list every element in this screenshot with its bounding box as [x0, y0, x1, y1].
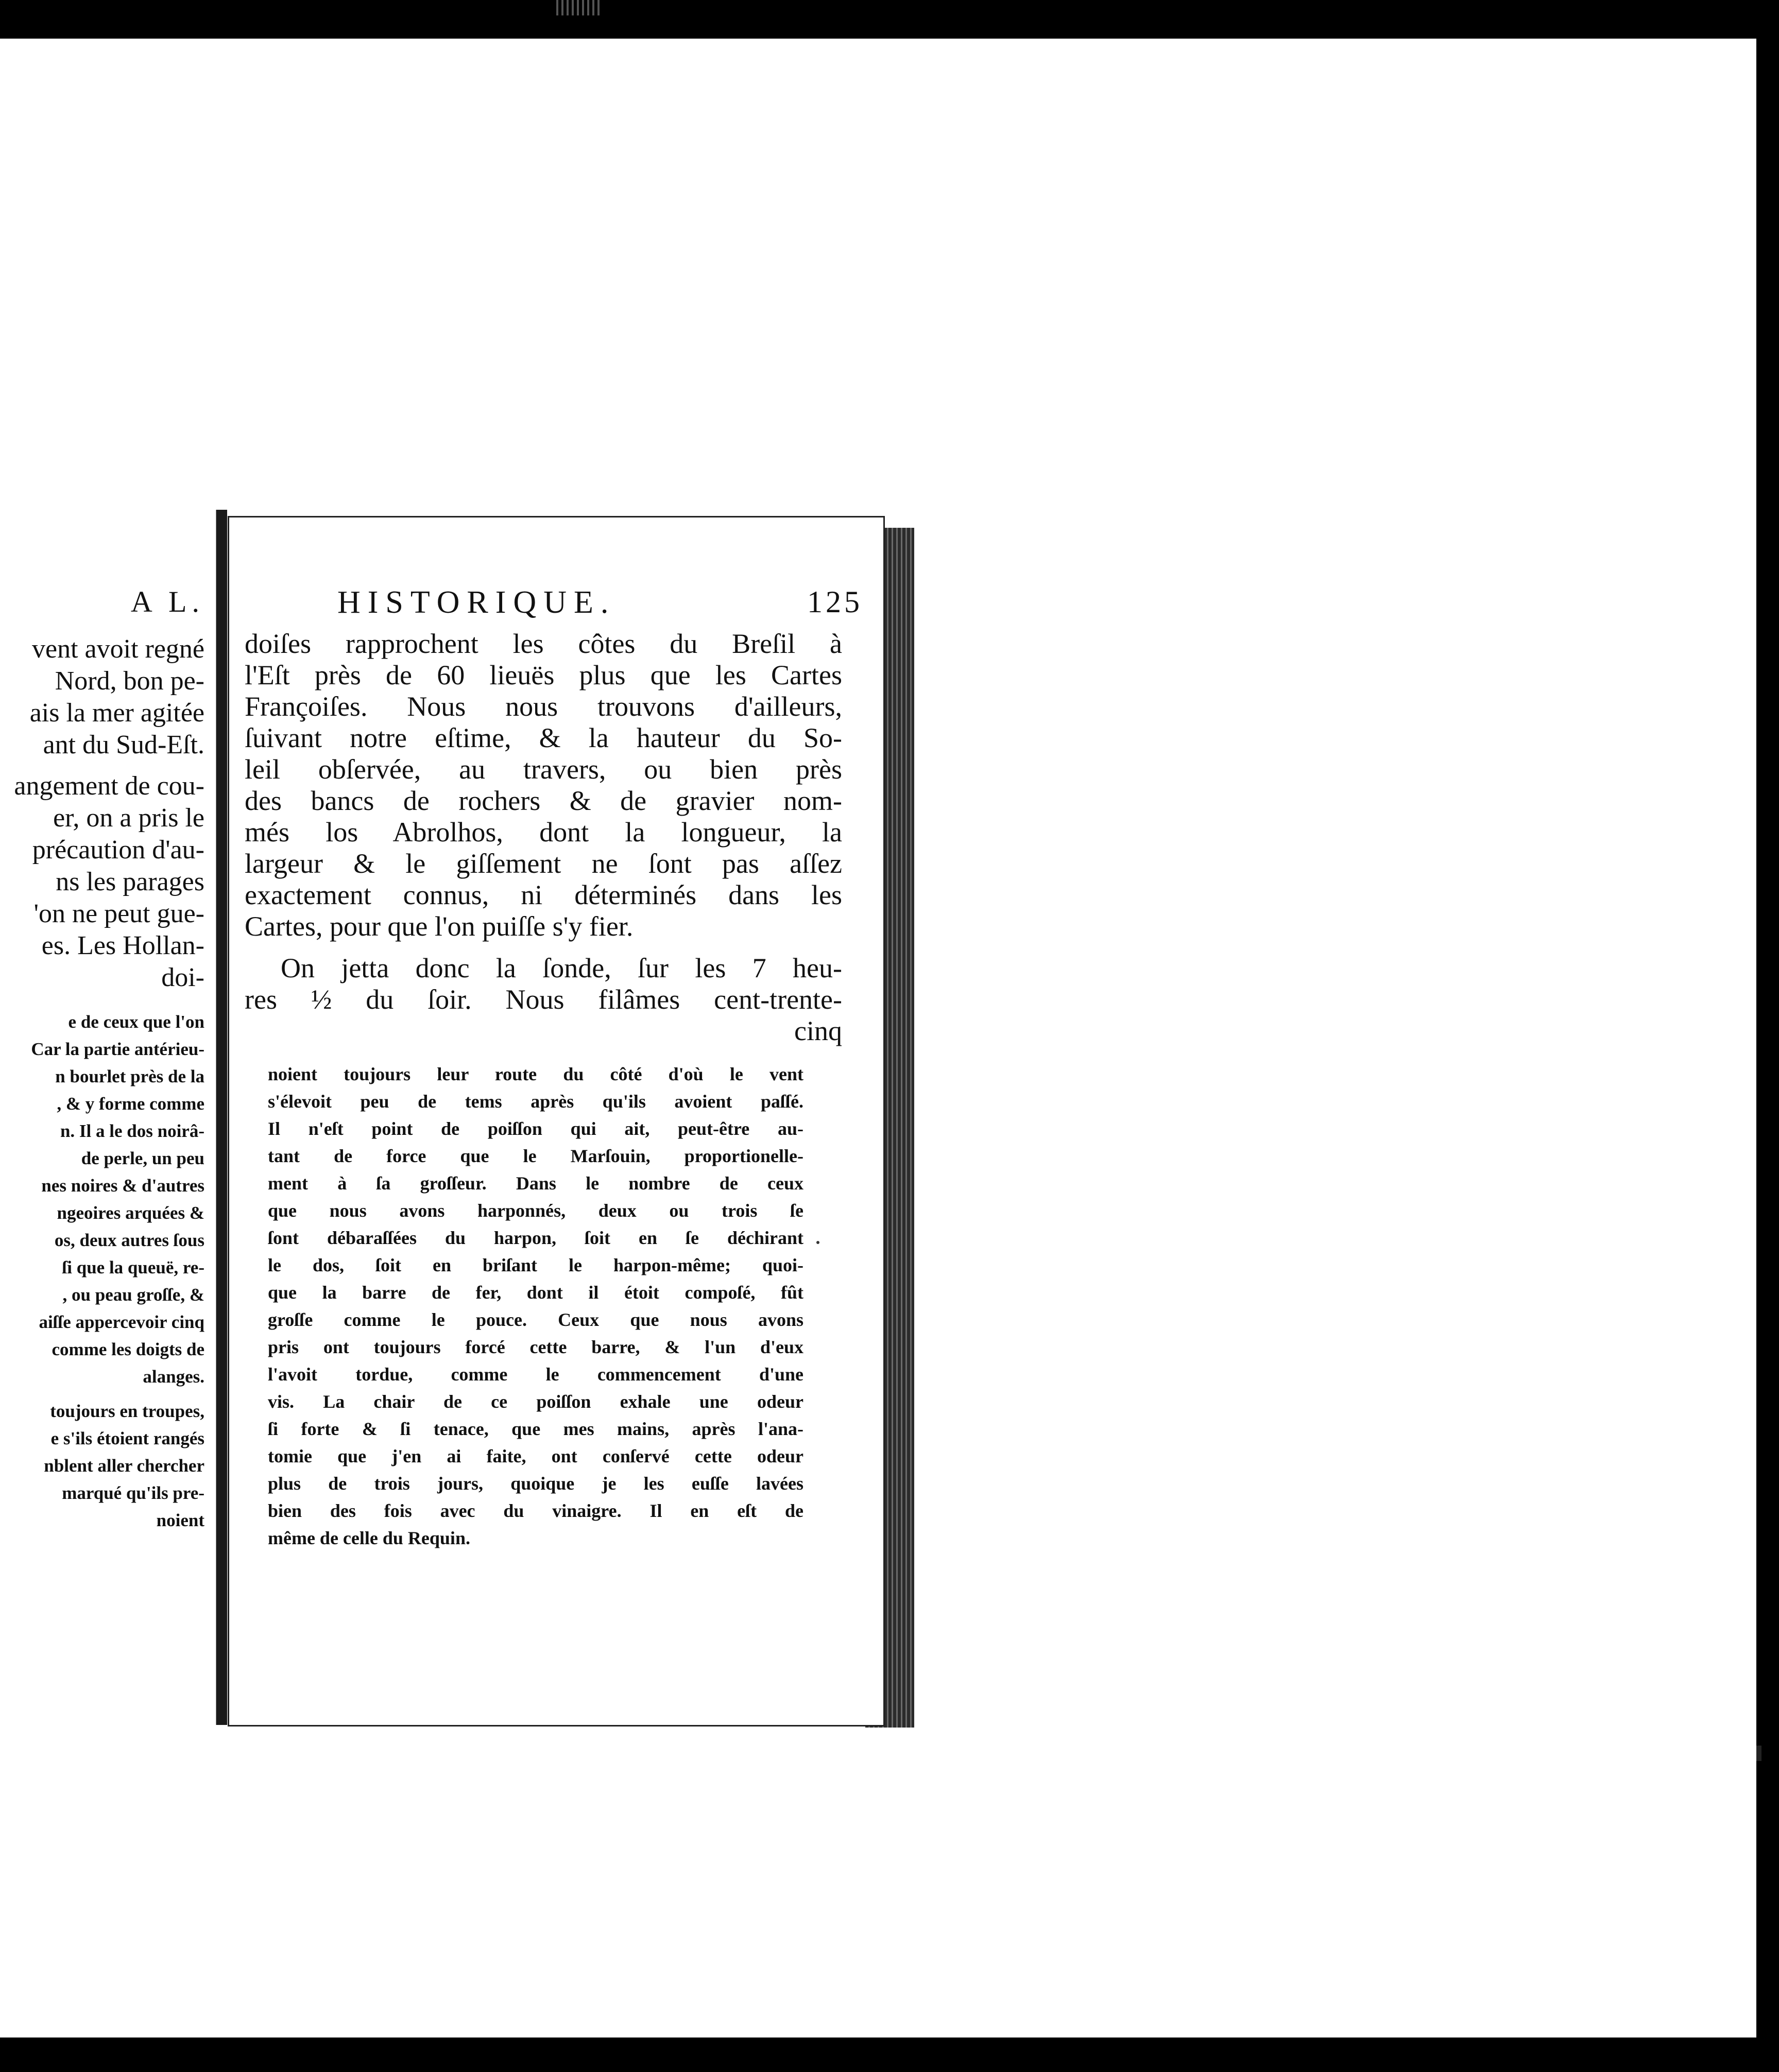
- note-line: noient: [156, 1510, 204, 1530]
- text-line: ant du Sud-Eſt.: [43, 730, 204, 759]
- text-line: angement de cou-: [14, 771, 204, 801]
- note-line: marqué qu'ils pre-: [62, 1483, 204, 1503]
- note-line: ſi forte & ſi tenace, que mes mains, après l'ana-: [268, 1419, 803, 1439]
- note-line: nes noires & d'autres: [41, 1176, 204, 1196]
- text-line: On jetta donc la ſonde, ſur les 7 heu-: [281, 953, 842, 983]
- running-head: HISTORIQUE.: [337, 585, 616, 620]
- note-line: pris ont toujours forcé cette barre, & l'un d'eux: [268, 1337, 803, 1357]
- stray-ink-mark: [816, 1241, 819, 1244]
- right-header: [337, 584, 863, 626]
- note-line: e de ceux que l'on: [68, 1012, 204, 1032]
- text-line: ais la mer agitée: [29, 698, 204, 728]
- text-line: er, on a pris le: [53, 803, 204, 833]
- note-line: l'avoit tordue, comme le commencement d'une: [268, 1364, 803, 1385]
- text-line: ſuivant notre eſtime, & la hauteur du So-: [245, 722, 842, 753]
- scan-area: [0, 39, 1756, 2038]
- text-line: des bancs de rochers & de gravier nom-: [245, 785, 842, 816]
- text-line: 'on ne peut gue-: [33, 899, 204, 928]
- note-line: de perle, un peu: [81, 1148, 204, 1168]
- note-line: ment à ſa groſſeur. Dans le nombre de ceux: [268, 1173, 803, 1194]
- text-line: doiſes rapprochent les côtes du Breſil à: [245, 628, 842, 659]
- text-line: Françoiſes. Nous nous trouvons d'ailleurs,: [245, 691, 842, 722]
- catchword: cinq: [794, 1015, 842, 1046]
- note-line: , & y forme comme: [57, 1094, 204, 1114]
- text-line: Cartes, pour que l'on puiſſe s'y fier.: [245, 911, 634, 942]
- right-footnote: [268, 1061, 803, 1552]
- note-line: nblent aller chercher: [44, 1456, 204, 1476]
- left-running-head: A L.: [130, 585, 204, 618]
- text-line: vent avoit regné: [32, 634, 204, 664]
- text-line: Nord, bon pe-: [55, 666, 204, 696]
- left-page-text-block: [0, 512, 204, 1534]
- left-page: [0, 512, 220, 1717]
- note-line: comme les doigts de: [52, 1339, 204, 1359]
- text-line: exactement connus, ni déterminés dans les: [245, 879, 842, 910]
- scan-edge-mark: [1756, 1746, 1761, 1761]
- note-line: que la barre de fer, dont il étoit compoſé, fût: [268, 1282, 803, 1303]
- note-line: alanges.: [143, 1367, 204, 1387]
- left-footnote: [0, 1008, 204, 1534]
- right-main-text: [245, 628, 842, 1047]
- note-line: n bourlet près de la: [55, 1066, 204, 1086]
- text-line: més los Abrolhos, dont la longueur, la: [245, 817, 842, 848]
- note-line: même de celle du Requin.: [268, 1528, 470, 1548]
- text-line: l'Eſt près de 60 lieuës plus que les Cartes: [245, 660, 842, 690]
- text-line: res ½ du ſoir. Nous filâmes cent-trente-: [245, 984, 842, 1015]
- text-line: doi-: [161, 963, 204, 992]
- note-line: tant de force que le Marſouin, proportionelle-: [268, 1146, 803, 1166]
- text-line: largeur & le giſſement ne ſont pas aſſez: [245, 848, 842, 879]
- note-line: bien des fois avec du vinaigre. Il en eſt de: [268, 1500, 803, 1521]
- scan-artifact-top: [556, 0, 603, 15]
- note-line: toujours en troupes,: [50, 1401, 204, 1421]
- text-line: ns les parages: [56, 867, 204, 896]
- note-line: groſſe comme le pouce. Ceux que nous avons: [268, 1309, 803, 1330]
- note-line: noient toujours leur route du côté d'où le vent: [268, 1064, 803, 1084]
- right-page: [229, 517, 883, 1725]
- text-line: es. Les Hollan-: [41, 931, 204, 960]
- note-line: ngeoires arquées &: [57, 1203, 204, 1223]
- text-line: précaution d'au-: [32, 835, 204, 865]
- note-line: aiſſe appercevoir cinq: [39, 1312, 204, 1332]
- note-line: n. Il a le dos noirâ-: [60, 1121, 204, 1141]
- text-line: leil obſervée, au travers, ou bien près: [245, 754, 842, 785]
- note-line: que nous avons harponnés, deux ou trois ſe: [268, 1200, 803, 1221]
- note-line: e s'ils étoient rangés: [50, 1428, 204, 1448]
- book-gutter: [209, 510, 227, 1725]
- note-line: plus de trois jours, quoique je les euſſe lavées: [268, 1473, 803, 1494]
- left-main-text: [0, 633, 204, 994]
- note-line: s'élevoit peu de tems après qu'ils avoient paſſé.: [268, 1091, 803, 1112]
- note-line: le dos, ſoit en briſant le harpon-même; quoi-: [268, 1255, 803, 1275]
- note-line: tomie que j'en ai faite, ont conſervé cette odeur: [268, 1446, 803, 1466]
- note-line: vis. La chair de ce poiſſon exhale une odeur: [268, 1391, 803, 1412]
- note-line: , ou peau groſſe, &: [62, 1285, 204, 1305]
- note-line: os, deux autres ſous: [54, 1230, 204, 1250]
- page-number: 125: [807, 585, 863, 619]
- note-line: Car la partie antérieu-: [31, 1039, 204, 1059]
- note-line: ſont débaraſſées du harpon, ſoit en ſe déchirant: [268, 1228, 803, 1248]
- note-line: Il n'eſt point de poiſſon qui ait, peut-être au-: [268, 1118, 803, 1139]
- note-line: ſi que la queuë, re-: [62, 1257, 204, 1277]
